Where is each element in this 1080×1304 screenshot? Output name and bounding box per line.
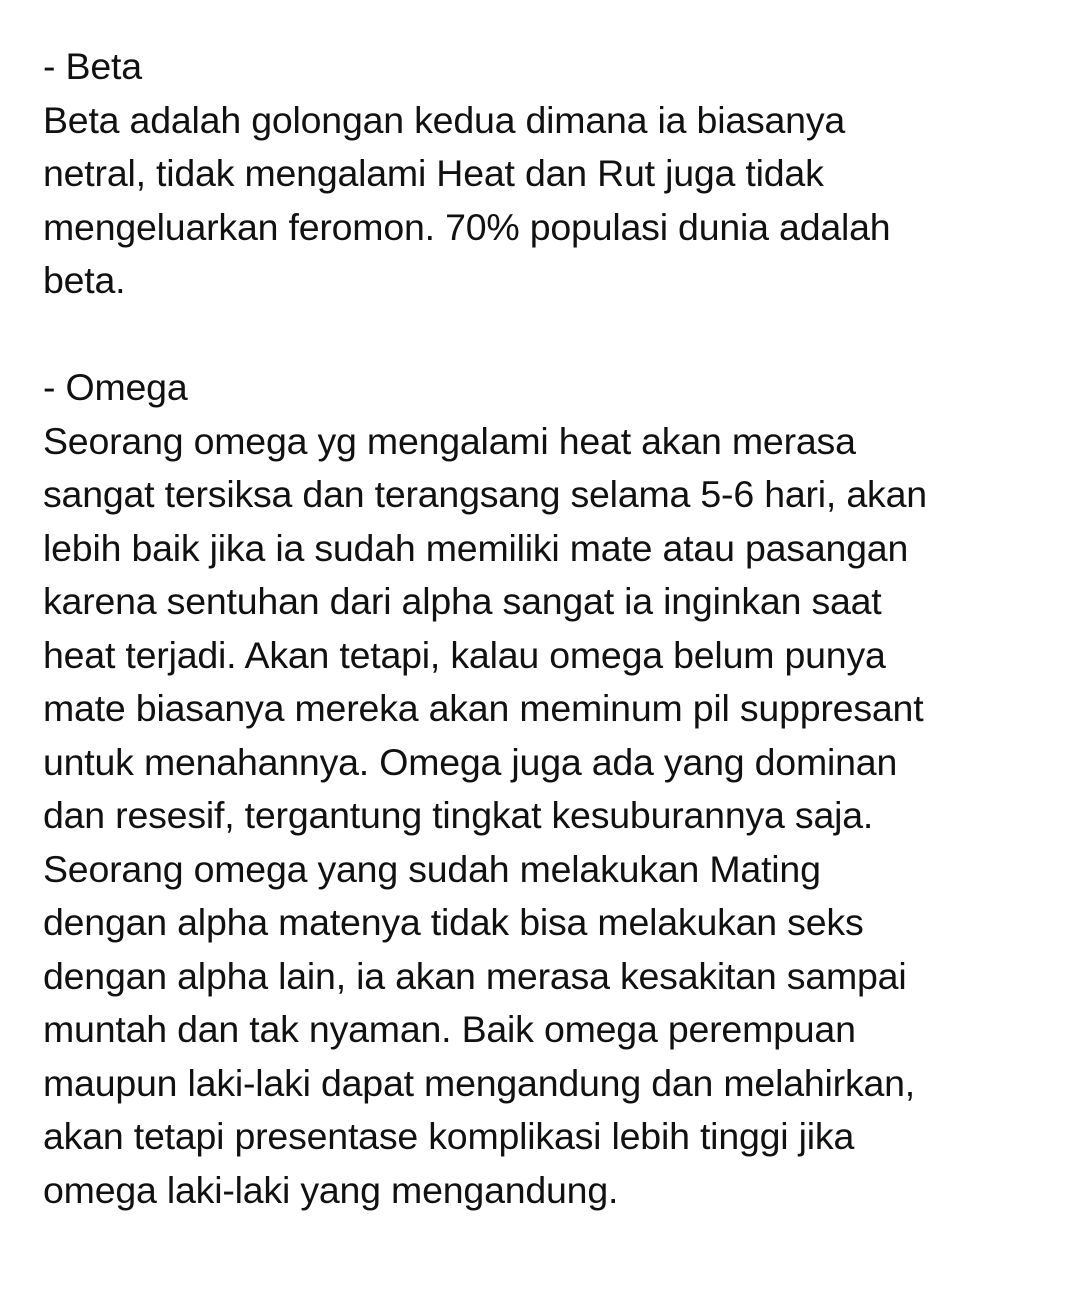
text-line: heat terjadi. Akan tetapi, kalau omega belum punya: [43, 633, 886, 676]
text-line: untuk menahannya. Omega juga ada yang dominan: [43, 740, 898, 783]
section-omega: [43, 361, 1030, 1217]
paragraph-gap: [43, 308, 1030, 362]
text-line: muntah dan tak nyaman. Baik omega perempuan: [43, 1008, 856, 1050]
text-line: omega laki-laki yang mengandung.: [43, 1168, 619, 1211]
text-line: karena sentuhan dari alpha sangat ia inginkan saat: [43, 580, 882, 622]
text-line: sangat tersiksa dan terangsang selama 5-6 hari, akan: [43, 473, 927, 515]
note-body: [43, 40, 1030, 1217]
text-line: Seorang omega yg mengalami heat akan merasa: [43, 419, 856, 462]
text-line: netral, tidak mengalami Heat dan Rut juga tidak: [43, 152, 824, 194]
text-line: maupun laki-laki dapat mengandung dan melahirkan,: [43, 1061, 916, 1104]
text-line: mengeluarkan feromon. 70% populasi dunia adalah: [43, 205, 891, 248]
text-line: Seorang omega yang sudah melakukan Mating: [43, 847, 821, 890]
section-heading: - Beta: [43, 45, 142, 87]
text-line: dengan alpha lain, ia akan merasa kesakitan sampai: [43, 954, 907, 997]
section-heading: - Omega: [43, 366, 188, 408]
text-line: beta.: [43, 259, 126, 301]
text-line: Beta adalah golongan kedua dimana ia biasanya: [43, 98, 846, 141]
text-line: dan resesif, tergantung tingkat kesuburannya saja.: [43, 794, 874, 836]
text-line: mate biasanya mereka akan meminum pil suppresant: [43, 687, 924, 729]
section-beta: [43, 40, 1030, 308]
text-line: akan tetapi presentase komplikasi lebih tinggi jika: [43, 1115, 855, 1157]
text-line: lebih baik jika ia sudah memiliki mate atau pasangan: [43, 526, 909, 569]
text-line: dengan alpha matenya tidak bisa melakukan seks: [43, 901, 864, 943]
